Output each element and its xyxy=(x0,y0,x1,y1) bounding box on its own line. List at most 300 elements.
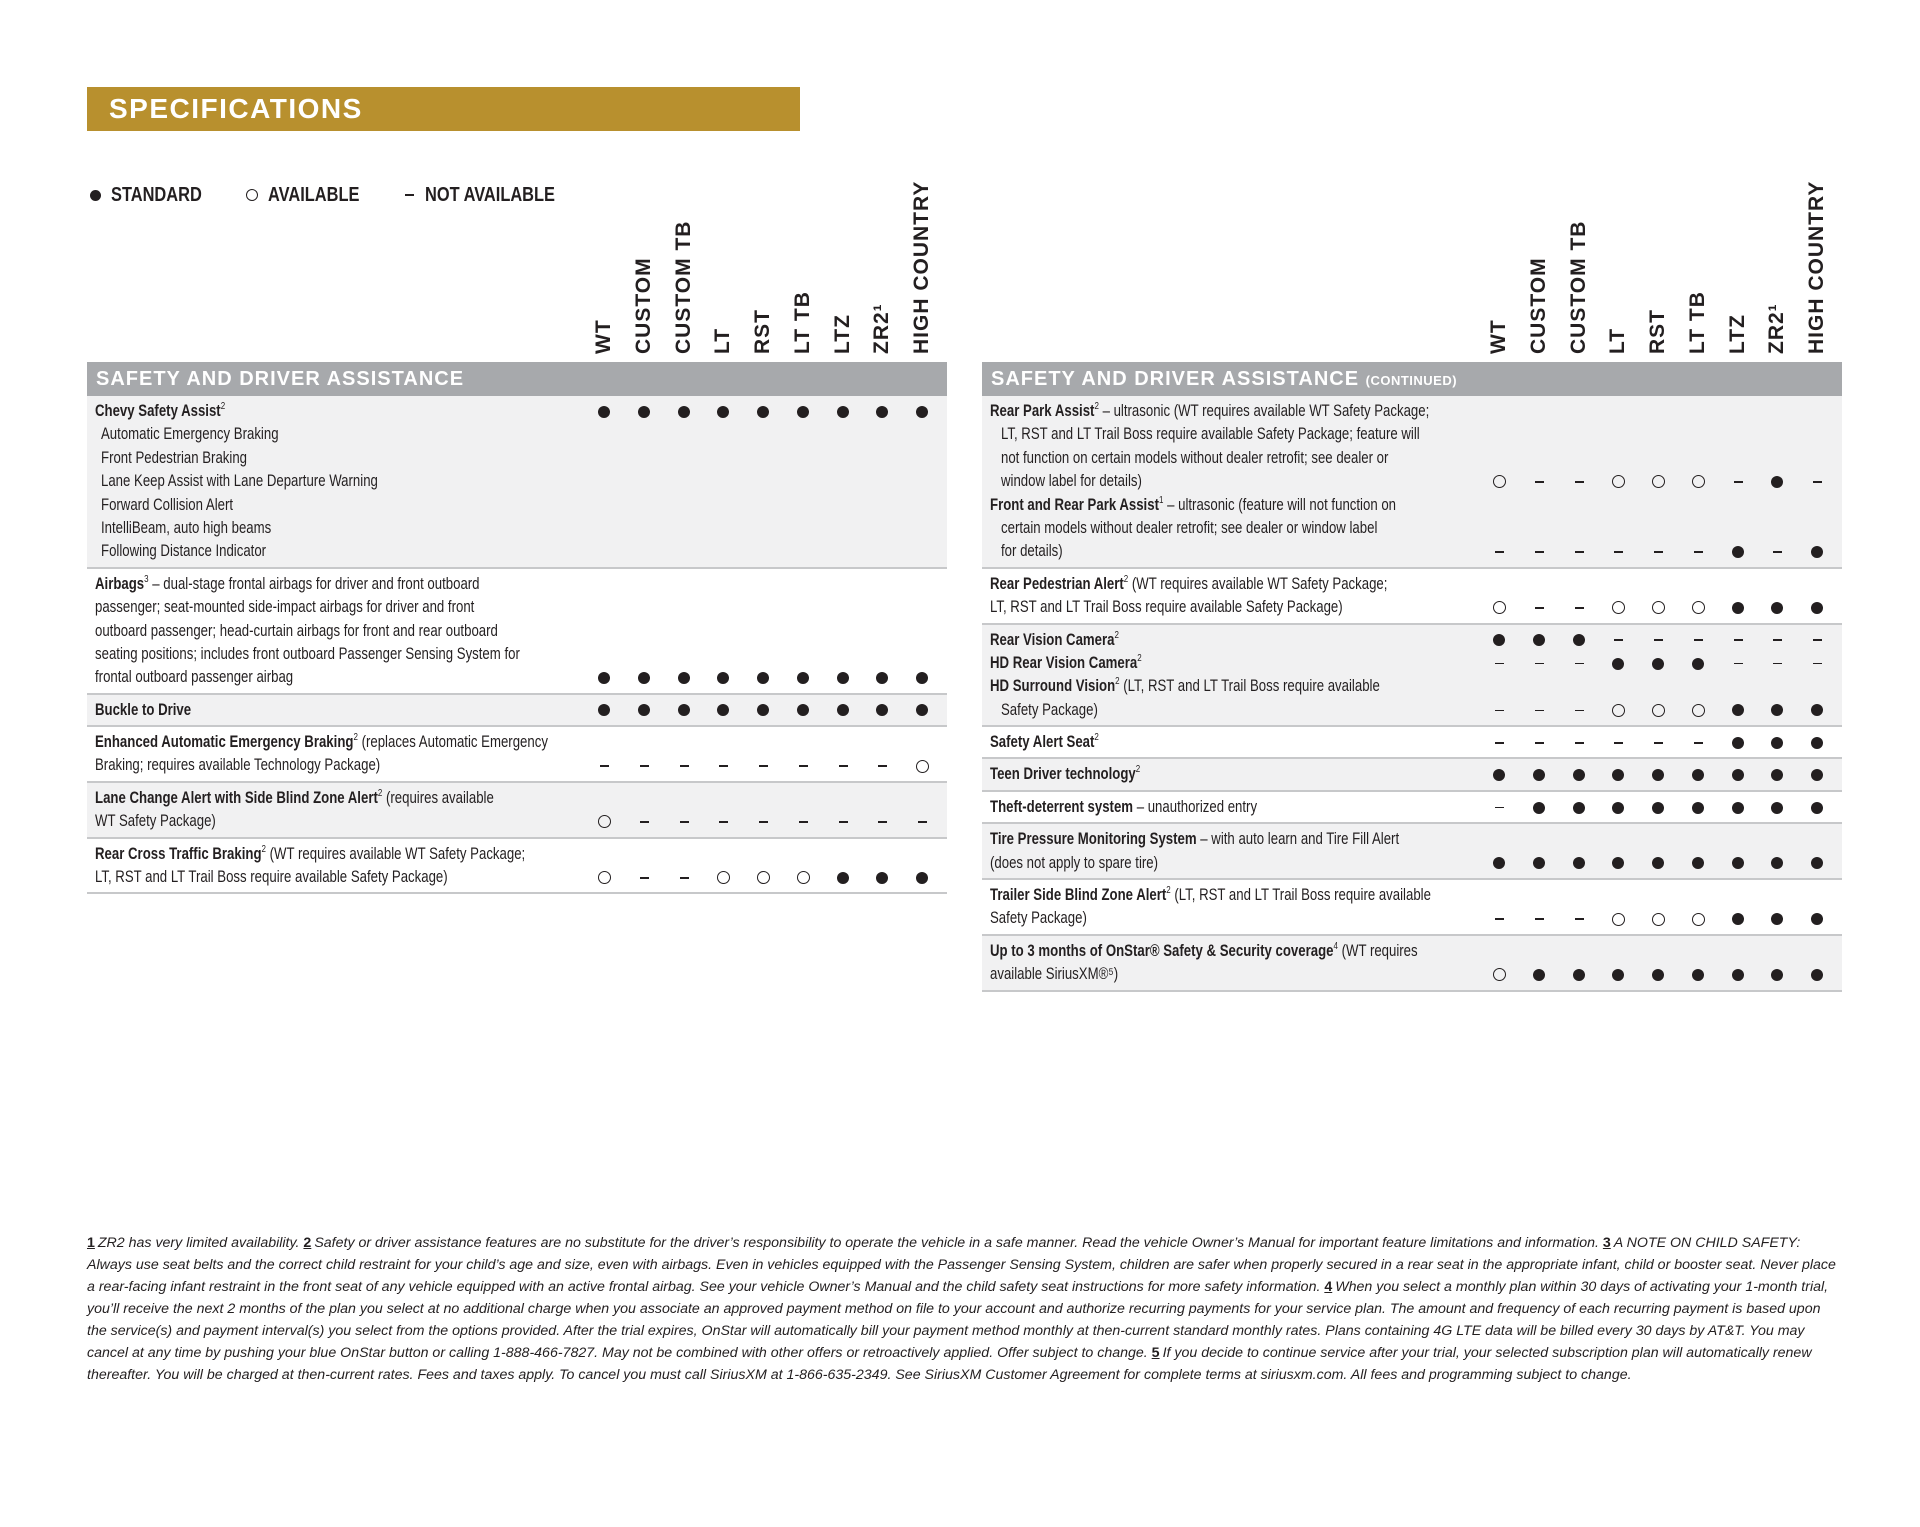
availability-cell xyxy=(1487,963,1511,986)
available-circle-icon xyxy=(1652,913,1665,926)
availability-cell xyxy=(1606,796,1630,819)
row-line xyxy=(982,596,1842,619)
availability-cell xyxy=(1765,763,1789,786)
standard-dot-icon xyxy=(1732,913,1744,925)
feature-description: window label for details) xyxy=(1001,472,1142,491)
available-circle-icon xyxy=(1612,704,1625,717)
row-line xyxy=(87,731,947,754)
not-available-dash-icon xyxy=(799,821,808,823)
not-available-dash-icon xyxy=(719,821,728,823)
row-line xyxy=(87,866,947,889)
not-available-dash-icon xyxy=(1575,551,1584,553)
availability-cell xyxy=(592,866,616,889)
not-available-dash-icon xyxy=(1535,742,1544,744)
row-line xyxy=(87,699,947,722)
standard-dot-icon xyxy=(638,704,650,716)
not-available-dash-icon xyxy=(640,765,649,767)
row-line xyxy=(87,494,947,517)
section-heading xyxy=(982,362,1842,396)
available-circle-icon xyxy=(1493,601,1506,614)
availability-cell xyxy=(1726,470,1750,493)
row-line xyxy=(87,596,947,619)
available-circle-icon xyxy=(1493,968,1506,981)
availability-cell xyxy=(1686,731,1710,754)
feature-text xyxy=(101,423,279,446)
feature-text xyxy=(990,963,1118,986)
feature-description: Front Pedestrian Braking xyxy=(101,448,248,467)
feature-description: certain models without dealer retrofit; see dealer or window label xyxy=(1001,518,1378,537)
available-circle-icon xyxy=(916,760,929,773)
available-circle-icon xyxy=(1652,601,1665,614)
availability-cell xyxy=(1527,907,1551,930)
feature-text xyxy=(95,866,448,889)
standard-dot-icon xyxy=(837,704,849,716)
section-heading-text: SAFETY AND DRIVER ASSISTANCE xyxy=(991,368,1360,390)
standard-dot-icon xyxy=(678,406,690,418)
column-header-label: RST xyxy=(1646,309,1669,354)
not-available-dash-icon xyxy=(680,821,689,823)
standard-dot-icon xyxy=(1573,802,1585,814)
feature-text xyxy=(990,652,1142,675)
footnote-ref: 2 xyxy=(1115,676,1120,688)
column-header-label: RST xyxy=(751,309,774,354)
feature-name: HD Surround Vision xyxy=(990,677,1116,696)
availability-cell xyxy=(831,699,855,722)
feature-name: Up to 3 months of OnStar® Safety & Security coverage xyxy=(990,941,1334,960)
not-available-dash-icon xyxy=(680,877,689,879)
not-available-dash-icon xyxy=(1694,742,1703,744)
not-available-dash-icon xyxy=(640,821,649,823)
availability-cell xyxy=(1527,596,1551,619)
availability-cell xyxy=(1765,852,1789,875)
availability-cell xyxy=(1606,596,1630,619)
feature-text xyxy=(95,731,548,754)
availability-cell xyxy=(870,666,894,689)
availability-cell xyxy=(1606,652,1630,675)
footnote-ref: 2 xyxy=(220,401,226,412)
availability-cell xyxy=(831,754,855,777)
availability-cell xyxy=(632,400,656,423)
availability-cell xyxy=(1805,763,1829,786)
availability-cell xyxy=(1527,470,1551,493)
feature-name: Theft-deterrent system xyxy=(990,797,1134,816)
row-line xyxy=(87,787,947,810)
feature-name: Safety Alert Seat xyxy=(990,733,1095,752)
availability-cell xyxy=(1527,763,1551,786)
availability-cell xyxy=(1646,540,1670,563)
availability-cell xyxy=(1567,470,1591,493)
table-row xyxy=(87,727,947,783)
availability-cell xyxy=(751,666,775,689)
column-header xyxy=(1686,184,1710,354)
not-available-dash-icon xyxy=(1495,551,1504,553)
availability-cell xyxy=(1686,699,1710,722)
standard-dot-icon xyxy=(876,672,888,684)
not-available-dash-icon xyxy=(640,877,649,879)
not-available-dash-icon xyxy=(839,821,848,823)
row-line xyxy=(982,884,1842,907)
standard-dot-icon xyxy=(717,704,729,716)
feature-text xyxy=(95,754,380,777)
availability-cell xyxy=(870,754,894,777)
row-line xyxy=(982,494,1842,517)
column-header xyxy=(870,184,894,354)
not-available-dash-icon xyxy=(1773,639,1782,641)
standard-dot-icon xyxy=(1732,546,1744,558)
feature-description: LT, RST and LT Trail Boss require available Safety Package) xyxy=(95,868,448,887)
not-available-dash-icon xyxy=(1813,639,1822,641)
availability-cell xyxy=(1487,629,1511,652)
standard-dot-icon xyxy=(1692,802,1704,814)
standard-dot-icon xyxy=(876,704,888,716)
availability-cell xyxy=(1686,907,1710,930)
availability-cell xyxy=(672,810,696,833)
row-line xyxy=(982,652,1842,675)
availability-cell xyxy=(1567,796,1591,819)
standard-dot-icon xyxy=(916,704,928,716)
availability-cell xyxy=(1765,963,1789,986)
not-available-dash-icon xyxy=(1773,551,1782,553)
not-available-dash-icon xyxy=(1575,918,1584,920)
availability-cell xyxy=(1527,796,1551,819)
column-header-label: LT xyxy=(1606,327,1629,354)
availability-cell xyxy=(1726,596,1750,619)
availability-cell xyxy=(1726,731,1750,754)
not-available-dash-icon xyxy=(1654,551,1663,553)
standard-dot-icon xyxy=(1771,769,1783,781)
feature-text xyxy=(990,852,1158,875)
standard-dot-icon xyxy=(1692,769,1704,781)
standard-dot-icon xyxy=(876,872,888,884)
availability-cell xyxy=(711,400,735,423)
footnotes xyxy=(87,1232,1839,1386)
section-heading xyxy=(87,362,947,396)
not-available-dash-icon xyxy=(1654,742,1663,744)
standard-dot-icon xyxy=(1732,969,1744,981)
not-available-dash-icon xyxy=(1734,481,1743,483)
feature-description: WT Safety Package) xyxy=(95,812,216,831)
availability-cell xyxy=(1805,470,1829,493)
feature-text xyxy=(95,596,474,619)
not-available-dash-icon xyxy=(1575,607,1584,609)
feature-description: passenger; seat-mounted side-impact airbags for driver and front xyxy=(95,598,475,617)
table-row xyxy=(982,727,1842,759)
legend-label: STANDARD xyxy=(111,183,202,206)
not-available-dash-icon xyxy=(1535,663,1544,665)
availability-cell xyxy=(831,810,855,833)
feature-text xyxy=(990,884,1431,907)
standard-dot-icon xyxy=(1493,857,1505,869)
column-header xyxy=(791,184,815,354)
footnote-ref: 2 xyxy=(1114,629,1119,641)
feature-text xyxy=(101,447,247,470)
availability-cell xyxy=(1527,699,1551,722)
availability-cell xyxy=(791,400,815,423)
footnote xyxy=(303,1235,1602,1251)
standard-dot-icon xyxy=(1732,802,1744,814)
standard-dot-icon xyxy=(1732,857,1744,869)
standard-dot-icon xyxy=(1573,857,1585,869)
availability-cell xyxy=(1765,796,1789,819)
not-available-dash-icon xyxy=(680,765,689,767)
available-circle-icon xyxy=(598,815,611,828)
availability-cell xyxy=(592,810,616,833)
availability-cell xyxy=(910,754,934,777)
table-row xyxy=(982,759,1842,791)
available-circle-icon xyxy=(1612,601,1625,614)
not-available-dash-icon xyxy=(1575,710,1584,712)
not-available-dash-icon xyxy=(878,821,887,823)
feature-description: Safety Package) xyxy=(1001,700,1098,719)
not-available-dash-icon xyxy=(1495,710,1504,712)
feature-text xyxy=(101,540,266,563)
availability-cell xyxy=(1765,699,1789,722)
feature-name: Rear Cross Traffic Braking xyxy=(95,844,262,863)
availability-cell xyxy=(1686,796,1710,819)
row-line xyxy=(982,796,1842,819)
availability-cell xyxy=(1805,596,1829,619)
feature-description: (WT requires available WT Safety Package; xyxy=(1128,574,1388,593)
not-available-dash-icon xyxy=(1535,607,1544,609)
standard-dot-icon xyxy=(916,672,928,684)
footnote-ref: 2 xyxy=(261,843,266,855)
footnote-ref: 2 xyxy=(1135,764,1141,776)
availability-cell xyxy=(632,810,656,833)
available-circle-icon xyxy=(717,871,730,884)
column-headers xyxy=(87,180,947,358)
availability-cell xyxy=(1726,540,1750,563)
availability-cell xyxy=(1686,540,1710,563)
not-available-dash-icon xyxy=(1535,481,1544,483)
feature-description: Automatic Emergency Braking xyxy=(101,425,279,444)
feature-description: – ultrasonic (feature will not function on xyxy=(1163,495,1397,514)
column-header-label: LTZ xyxy=(1726,314,1749,354)
footnote-text: When you select a monthly plan within 30 days of activating your 1-month trial, you’ll receive the next 2 months of the plan you select at no additional charge when you associate an approved payment method on file to your account and authorize recurring payments for your service plan. The amount and frequency of each recurring payment is based upon the service(s) and payment interval(s) you select from the options provided. After the trial expires, OnStar will automatically bill your payment method monthly at then-current standard monthly rates. Plans containing 4G LTE data will be billed every 30 days by AT&T. You may cancel at any time by pushing your blue OnStar button or calling 1-888-466-7827. May not be combined with other offers or retroactively applied. Offer subject to change. xyxy=(87,1279,1829,1361)
availability-cell xyxy=(1646,731,1670,754)
standard-dot-icon xyxy=(916,872,928,884)
footnote-ref: 1 xyxy=(1158,494,1164,506)
standard-dot-icon xyxy=(1811,602,1823,614)
feature-text xyxy=(1001,470,1142,493)
row-line xyxy=(982,629,1842,652)
standard-dot-icon xyxy=(1771,802,1783,814)
standard-dot-icon xyxy=(1573,769,1585,781)
standard-dot-icon xyxy=(598,406,610,418)
not-available-dash-icon xyxy=(759,821,768,823)
footnote-number: 3 xyxy=(1602,1235,1611,1251)
availability-cell xyxy=(791,810,815,833)
availability-cell xyxy=(1805,629,1829,652)
availability-cell xyxy=(1765,907,1789,930)
standard-dot-icon xyxy=(1573,634,1585,646)
standard-dot-icon xyxy=(1533,969,1545,981)
availability-cell xyxy=(672,754,696,777)
availability-cell xyxy=(1805,907,1829,930)
not-available-dash-icon xyxy=(1773,663,1782,665)
standard-dot-icon xyxy=(598,704,610,716)
feature-description: outboard passenger; head-curtain airbags for front and rear outboard xyxy=(95,621,498,640)
row-line xyxy=(982,540,1842,563)
feature-description: LT, RST and LT Trail Boss require available Safety Package) xyxy=(990,598,1343,617)
available-circle-icon xyxy=(757,871,770,884)
row-line xyxy=(982,699,1842,722)
footnote xyxy=(87,1235,303,1251)
availability-cell xyxy=(1606,852,1630,875)
not-available-dash-icon xyxy=(918,821,927,823)
feature-description: Following Distance Indicator xyxy=(101,542,267,561)
availability-cell xyxy=(1646,907,1670,930)
footnote-ref: 3 xyxy=(144,573,149,585)
availability-cell xyxy=(1606,470,1630,493)
availability-cell xyxy=(1805,540,1829,563)
availability-cell xyxy=(910,400,934,423)
footnote-number: 5 xyxy=(1151,1345,1160,1361)
standard-dot-icon xyxy=(1771,913,1783,925)
availability-cell xyxy=(1646,763,1670,786)
standard-dot-icon xyxy=(1811,737,1823,749)
availability-cell xyxy=(1765,652,1789,675)
column-header xyxy=(1646,184,1670,354)
column-header xyxy=(1567,184,1591,354)
not-available-dash-icon xyxy=(878,765,887,767)
availability-cell xyxy=(632,699,656,722)
column-header xyxy=(1606,184,1630,354)
footnote-ref: 4 xyxy=(1333,940,1338,952)
availability-cell xyxy=(1527,540,1551,563)
standard-dot-icon xyxy=(1533,802,1545,814)
feature-name: Rear Park Assist xyxy=(990,402,1095,420)
table-row xyxy=(982,936,1842,992)
availability-cell xyxy=(1765,731,1789,754)
footnote-number: 4 xyxy=(1324,1279,1333,1295)
footnote-text: If you decide to continue service after your trial, your selected subscription plan will automatically renew thereafter. You will be charged at then-current rates. Fees and taxes apply. To cancel you must call SiriusXM at 1-866-635-2349. See SiriusXM Customer Agreement for complete terms at siriusxm.com. All fees and programming subject to change. xyxy=(87,1345,1812,1383)
standard-dot-icon xyxy=(678,672,690,684)
not-available-dash-icon xyxy=(799,765,808,767)
availability-cell xyxy=(751,754,775,777)
availability-cell xyxy=(1527,963,1551,986)
standard-dot-icon xyxy=(1533,634,1545,646)
availability-cell xyxy=(751,810,775,833)
availability-cell xyxy=(1686,629,1710,652)
availability-cell xyxy=(751,699,775,722)
availability-cell xyxy=(791,666,815,689)
feature-text xyxy=(1001,423,1420,446)
availability-cell xyxy=(632,866,656,889)
column-header-label: LT TB xyxy=(1686,291,1709,354)
column-header-label: LTZ xyxy=(831,314,854,354)
availability-cell xyxy=(592,400,616,423)
availability-cell xyxy=(1606,540,1630,563)
availability-cell xyxy=(1646,963,1670,986)
footnote-number: 2 xyxy=(303,1235,312,1251)
availability-cell xyxy=(1726,907,1750,930)
availability-cell xyxy=(1527,629,1551,652)
row-line xyxy=(87,754,947,777)
standard-dot-icon xyxy=(1771,602,1783,614)
standard-dot-icon xyxy=(1811,802,1823,814)
standard-dot-icon xyxy=(678,704,690,716)
not-available-dash-icon xyxy=(1813,663,1822,665)
availability-cell xyxy=(1487,907,1511,930)
availability-cell xyxy=(831,400,855,423)
standard-dot-icon xyxy=(1493,769,1505,781)
table-row xyxy=(982,569,1842,625)
row-line xyxy=(87,423,947,446)
available-circle-icon xyxy=(1692,704,1705,717)
availability-cell xyxy=(1726,963,1750,986)
column-header xyxy=(1527,184,1551,354)
column-header-label: ZR2¹ xyxy=(1765,303,1788,354)
footnote-ref: 2 xyxy=(1094,732,1099,744)
feature-text xyxy=(990,731,1099,754)
availability-cell xyxy=(1765,470,1789,493)
availability-cell xyxy=(1726,699,1750,722)
row-line xyxy=(982,675,1842,698)
availability-cell xyxy=(672,866,696,889)
feature-description: (WT requires available WT Safety Package; xyxy=(265,844,526,863)
feature-description: not function on certain models without dealer retrofit; see dealer or xyxy=(1001,448,1389,467)
standard-dot-icon xyxy=(757,406,769,418)
not-available-dash-icon xyxy=(1654,639,1663,641)
footnote-ref: 2 xyxy=(377,787,383,799)
feature-name: Chevy Safety Assist xyxy=(95,402,221,420)
legend-label: AVAILABLE xyxy=(267,183,360,206)
row-line xyxy=(87,470,947,493)
standard-dot-icon xyxy=(797,704,809,716)
availability-cell xyxy=(1487,699,1511,722)
standard-dot-icon xyxy=(837,872,849,884)
standard-dot-icon xyxy=(916,406,928,418)
standard-dot-icon xyxy=(1771,737,1783,749)
standard-dot-icon xyxy=(717,406,729,418)
availability-cell xyxy=(910,810,934,833)
column-header xyxy=(711,184,735,354)
availability-cell xyxy=(1686,852,1710,875)
column-header-label: CUSTOM TB xyxy=(672,220,695,354)
availability-cell xyxy=(592,699,616,722)
row-line xyxy=(982,400,1842,423)
standard-dot-icon xyxy=(837,672,849,684)
available-circle-icon xyxy=(1692,913,1705,926)
feature-text xyxy=(95,400,225,423)
feature-description: – with auto learn and Tire Fill Alert xyxy=(1196,830,1400,849)
availability-cell xyxy=(1686,652,1710,675)
available-circle-icon xyxy=(797,871,810,884)
standard-dot-icon xyxy=(598,672,610,684)
availability-cell xyxy=(1646,796,1670,819)
availability-cell xyxy=(1487,796,1511,819)
footnote-number: 1 xyxy=(87,1235,95,1251)
availability-cell xyxy=(910,666,934,689)
available-circle-icon xyxy=(598,871,611,884)
feature-description: (replaces Automatic Emergency xyxy=(357,733,548,752)
availability-cell xyxy=(1686,596,1710,619)
column-header xyxy=(831,184,855,354)
feature-text xyxy=(990,907,1087,930)
not-available-dash-icon xyxy=(1495,918,1504,920)
row-line xyxy=(982,907,1842,930)
not-available-dash-icon xyxy=(1495,807,1504,809)
not-available-dash-icon xyxy=(1575,481,1584,483)
standard-dot-icon xyxy=(1732,602,1744,614)
availability-cell xyxy=(1726,796,1750,819)
table-row xyxy=(87,396,947,569)
standard-dot-icon xyxy=(797,406,809,418)
column-header xyxy=(751,184,775,354)
standard-dot-icon xyxy=(1533,769,1545,781)
availability-cell xyxy=(791,866,815,889)
row-line xyxy=(982,423,1842,446)
